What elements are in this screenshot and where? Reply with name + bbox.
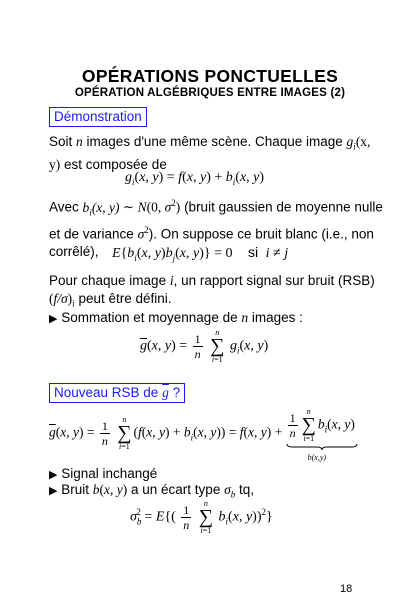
- bullet-signal-unchanged: ▶ Signal inchangé: [49, 466, 158, 481]
- page-number: 18: [340, 583, 353, 595]
- rsb-paragraph: Pour chaque image i, un rapport signal sur bruit (RSB) $(f/\sigma)_i$ peut être défini.: [49, 273, 375, 309]
- underbrace-label: b(x,y): [307, 453, 327, 462]
- new-rsb-label: Nouveau RSB de $\overline{g}$ ?: [49, 383, 185, 403]
- noise-paragraph: Avec $b_i(x$, y) ∼ N(0, $\sigma^2$) (bruit gaussien de moyenne nulle et de variance $\sigma^2$). On suppose ce bruit blanc (i.e., non corrêlé),: [49, 198, 383, 259]
- triangle-bullet-icon: ▶: [49, 313, 58, 325]
- page-title: OPÉRATIONS PONCTUELLES: [81, 66, 339, 86]
- equation-uncorrelated: $E\{b_i(x$, $y)b_j(x$, y)} = 0 si i ≠ j: [112, 244, 289, 263]
- underbrace-icon: [286, 443, 358, 451]
- page-subtitle: OPÉRATION ALGÉBRIQUES ENTRE IMAGES (2): [74, 87, 346, 99]
- triangle-bullet-icon: ▶: [49, 485, 58, 497]
- equation-noise-variance: $\sigma_b^2 = E${( $\frac{1}{n}$ n ∑ i=1 $b_i(x$, y))$^2$}: [130, 499, 273, 535]
- bullet-sum-average: ▶ Sommation et moyennage de n images :: [49, 310, 303, 325]
- bullet-noise-std: ▶ Bruit b(x, y) a un écart type $\sigma_b$ tq,: [49, 482, 255, 500]
- equation-mean-image: $\overline{g}(x$, y) = $\frac{1}{n}$ n ∑ i=1 $g_i(x$, y): [140, 328, 269, 364]
- demonstration-label: Démonstration: [49, 107, 147, 127]
- equation-gi: $g_i(x$, y) = f(x, $y) + b_i(x$, y): [125, 170, 265, 187]
- intro-paragraph: Soit n images d'une même scène. Chaque image $g_i(x$, y) est composée de: [49, 134, 371, 173]
- triangle-bullet-icon: ▶: [49, 469, 58, 481]
- equation-mean-decomposition: $\overline{g}(x$, y) = $\frac{1}{n}$ n ∑ i=1 (f(x, $y) + b_i(x$, y)) = f(x, y) + $\frac{1}{n}$ n ∑ i=1 $b_i(x$, y) b(x,y): [49, 408, 355, 459]
